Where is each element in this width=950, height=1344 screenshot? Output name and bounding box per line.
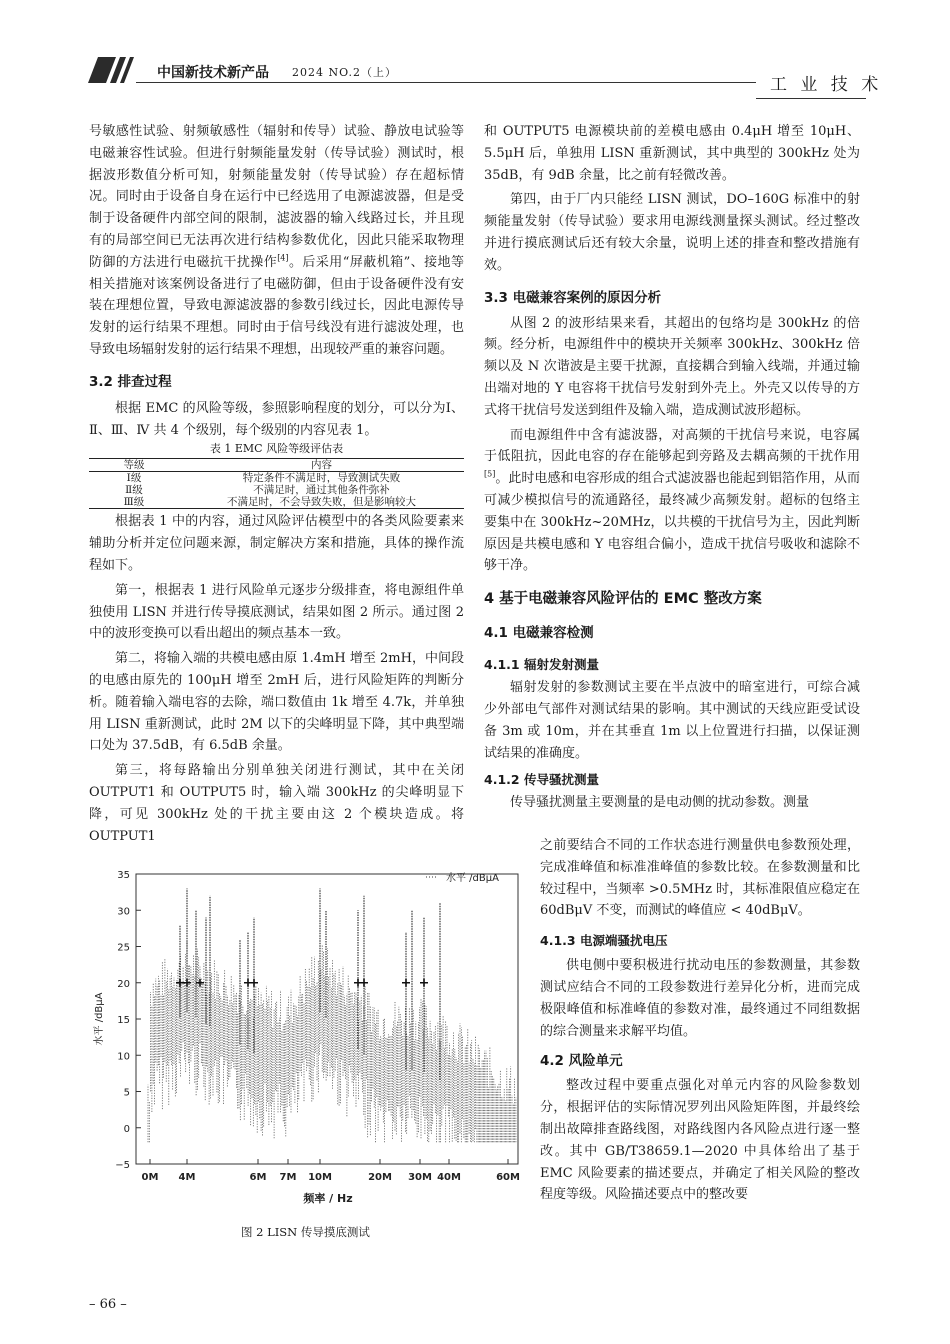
x-tick-label: 4M [178,1172,196,1183]
x-tick-label: 20M [368,1172,392,1183]
paragraph-intro: 号敏感性试验、射频敏感性（辐射和传导）试验、静放电试验等电磁兼容性试验。但进行射频能量发射（传导试验）测试时，根据波形数值分析可知，射频能量发射（传导试验）存在超标情况。同时由于设备自身在运行中已经选用了电源滤波器，但是受制于设备硬件内部空间的限制，滤波器的输入线路过长，并且现有的局部空间已无法再次进行结构参数优化，因此只能采取物理防御的方法进行电磁抗干扰操作[4]。后采用“屏蔽机箱”、接地等相关措施对该案例设备进行了电磁防御，但由于设备硬件没有安装在理想位置，导致电源滤波器的参数引线过长，因此电源传导发射的运行结果不理想。同时由于信号线没有进行滤波处理，也导致电场辐射发射的运行结果不理想，出现较严重的兼容问题。 [89,124,464,357]
x-tick-label: 40M [437,1172,461,1183]
paragraph-4-1-3: 供电侧中要积极进行扰动电压的参数测量，其参数测试应结合不同的工段参数进行差异化分析，进而完成极限峰值和标准峰值的参数对准，最终通过不同组数据的综合测量来求解平均值。 [540,958,860,1039]
x-tick-label: 60M [496,1172,520,1183]
paragraph-4-1-1: 辐射发射的参数测试主要在半点波中的暗室进行，可综合减少外部电气部件对测试结果的影响。其中测试的天线应距受试设备 3m 或 10m，并在其垂直 1m 以上位置进行扫描，以保证测试结果的准确度。 [484,680,860,761]
table-cell-level: Ⅱ级 [125,484,143,497]
y-tick-label: 30 [117,906,130,918]
marker-cross [402,979,410,987]
table-header-level: 等级 [89,459,179,472]
signal-trace [148,941,516,1142]
x-tick-label: 0M [141,1172,159,1183]
heading-4-1-2: 4.1.2 传导骚扰测量 [484,772,599,788]
journal-issue: 2024 NO.2（上） [292,66,397,79]
table-header-content: 内容 [179,459,464,472]
marker-cross [420,979,428,987]
table-1 [89,441,464,509]
table-cell-level: Ⅰ级 [126,472,142,485]
marker-cross [250,979,258,987]
paragraph-4-1-2b: 之前要结合不同的工作状态进行测量供电参数预处理，完成准峰值和标准准峰值的参数比较。在参数测量和比较过程中，当频率 >0.5MHz 时，其标准限值应稳定在 60dBμV 不变，而测试的峰值应 < 40dBμV。 [540,838,860,919]
y-tick-label: 35 [117,870,130,881]
heading-4-1-1: 4.1.1 辐射发射测量 [484,657,599,673]
header-rule-bottom [756,98,866,99]
heading-3-2: 3.2 排查过程 [89,373,172,390]
y-tick-label: 5 [123,1087,130,1099]
legend-label: 水平 /dBμA [446,873,499,884]
heading-4-1: 4.1 电磁兼容检测 [484,625,594,642]
paragraph-3-2: 根据 EMC 的风险等级，参照影响程度的划分，可以分为Ⅰ、Ⅱ、Ⅲ、Ⅳ 共 4 个级别，每个级别的内容见表 1。 [89,400,464,438]
y-axis-label: 水平 /dBμA [94,992,105,1046]
y-tick-label: 20 [117,978,130,990]
left-column [89,121,464,847]
paragraph-second: 第二，将输入端的共模电感由原 1.4mH 增至 2mH，中间段的电感由原先的 100μH 增至 2mH 后，进行风险矩阵的判断分析。随着输入端电容的去除，端口数值由 1k 增至 4.7k，并单独用 LISN 重新测试，此时 2M 以下的尖峰明显下降，其中典型端口处为 37.5dB，有 6.5dB 余量。 [89,651,464,754]
x-tick-label: 7M [279,1172,297,1183]
heading-4-2: 4.2 风险单元 [540,1053,623,1070]
lisn-chart [88,848,528,1218]
heading-3-3: 3.3 电磁兼容案例的原因分析 [484,289,662,306]
table-row [89,496,464,509]
right-column [484,121,860,814]
y-tick-label: 10 [117,1051,130,1063]
y-tick-label: 0 [123,1123,130,1135]
risk-level-table [89,458,464,509]
heading-4-1-3: 4.1.3 电源端骚扰电压 [540,933,668,949]
marker-cross [176,979,184,987]
x-tick-label: 10M [308,1172,332,1183]
table-row [89,484,464,496]
paragraph-fourth: 第四，由于厂内只能经 LISN 测试，DO–160G 标准中的射频能量发射（传导试验）要求用电源线测量探头测试。经过整改并进行摸底测试后还有较大余量，说明上述的排查和整改措施有效。 [484,192,860,273]
paragraph-after-table: 根据表 1 中的内容，通过风险评估模型中的各类风险要素来辅助分析并定位问题来源，制定解决方案和措施，具体的操作流程如下。 [89,514,464,573]
journal-logo-icon [88,57,136,83]
paragraph-3-3a: 从图 2 的波形结果来看，其超出的包络均是 300kHz 的倍频。经分析，电源组件中的模块开关频率 300kHz、300kHz 倍频以及 N 次谐波是主要干扰源，直接耦合到输入线端，并通过输出端对地的 Y 电容将干扰信号发射到外壳上。外壳又以传导的方式将干扰信号发送到组件及输入端，造成测试波形超标。 [484,315,860,418]
paragraph-4-2: 整改过程中要重点强化对单元内容的风险参数划分，根据评估的实际情况罗列出风险矩阵图，并最终绘制出故障排查路线图，对路线图内各风险点进行逐一整改。其中 GB/T38659.1—2020 中具体给出了基于 EMC 风险要素的描述要点，并确定了相关风险的整改程度等级。风险描述要点中的整改要 [540,1078,860,1203]
section-title: 工 业 技 术 [770,75,883,95]
page-number: – 66 – [89,1297,127,1312]
y-tick-label: 15 [117,1015,130,1026]
marker-cross [360,979,368,987]
header-rule [136,82,756,83]
paragraph-third: 第三，将每路输出分别单独关闭进行测试，其中在关闭 OUTPUT1 和 OUTPUT5 时，输入端 300kHz 的尖峰明显下降，可见 300kHz 处的干扰主要由这 2 个模块造成。将 OUTPUT1 [89,763,464,844]
figure-caption: 图 2 LISN 传导摸底测试 [241,1225,370,1239]
table-caption: 表 1 EMC 风险等级评估表 [209,442,344,456]
x-tick-label: 30M [408,1172,432,1183]
x-tick-label: 6M [249,1172,267,1183]
paragraph-cont: 和 OUTPUT5 电源模块前的差模电感由 0.4μH 增至 10μH、5.5μH 后，单独用 LISN 重新测试，其中典型的 300kHz 处为 35dB，有 9dB 余量，比之前有轻微改善。 [484,124,860,183]
y-tick-label: 25 [117,942,130,954]
table-row [89,472,464,485]
paragraph-3-3b: 而电源组件中含有滤波器，对高频的干扰信号来说，电容属于低阻抗，因此电容的存在能够起到旁路及去耦高频的干扰作用[5]。此时电感和电容形成的组合式滤波器也能起到铝箔作用，从而可减少模拟信号的流通路径，最终减少高频发射。超标的包络主要集中在 300kHz~20MHz，以共模的干扰信号为主，因此判断原因是共模电感和 Y 电容组合偏小，造成干扰信号吸收和滤除不够干净。 [484,427,860,574]
table-cell-level: Ⅲ级 [89,496,179,509]
table-cell-content: 不满足时，通过其他条件弥补 [253,484,390,497]
figure-2 [88,848,528,1248]
y-tick-label: −5 [115,1160,130,1171]
paragraph-4-1-2a: 传导骚扰测量主要测量的是电动侧的扰动参数。测量 [510,795,810,811]
table-cell-content: 不满足时，不会导致失败，但是影响较大 [179,496,464,509]
paragraph-first: 第一，根据表 1 进行风险单元逐步分级排查，将电源组件单独使用 LISN 并进行传导摸底测试，结果如图 2 所示。通过图 2 中的波形变换可以看出超出的频点基本一致。 [89,582,464,642]
header-logo [88,57,136,83]
heading-4: 4 基于电磁兼容风险评估的 EMC 整改方案 [484,591,762,608]
journal-name: 中国新技术新产品 [157,65,269,81]
x-axis-label: 频率 / Hz [303,1192,353,1205]
right-column-narrow [540,835,860,1206]
table-cell-content: 特定条件不满足时，导致测试失败 [242,472,401,485]
